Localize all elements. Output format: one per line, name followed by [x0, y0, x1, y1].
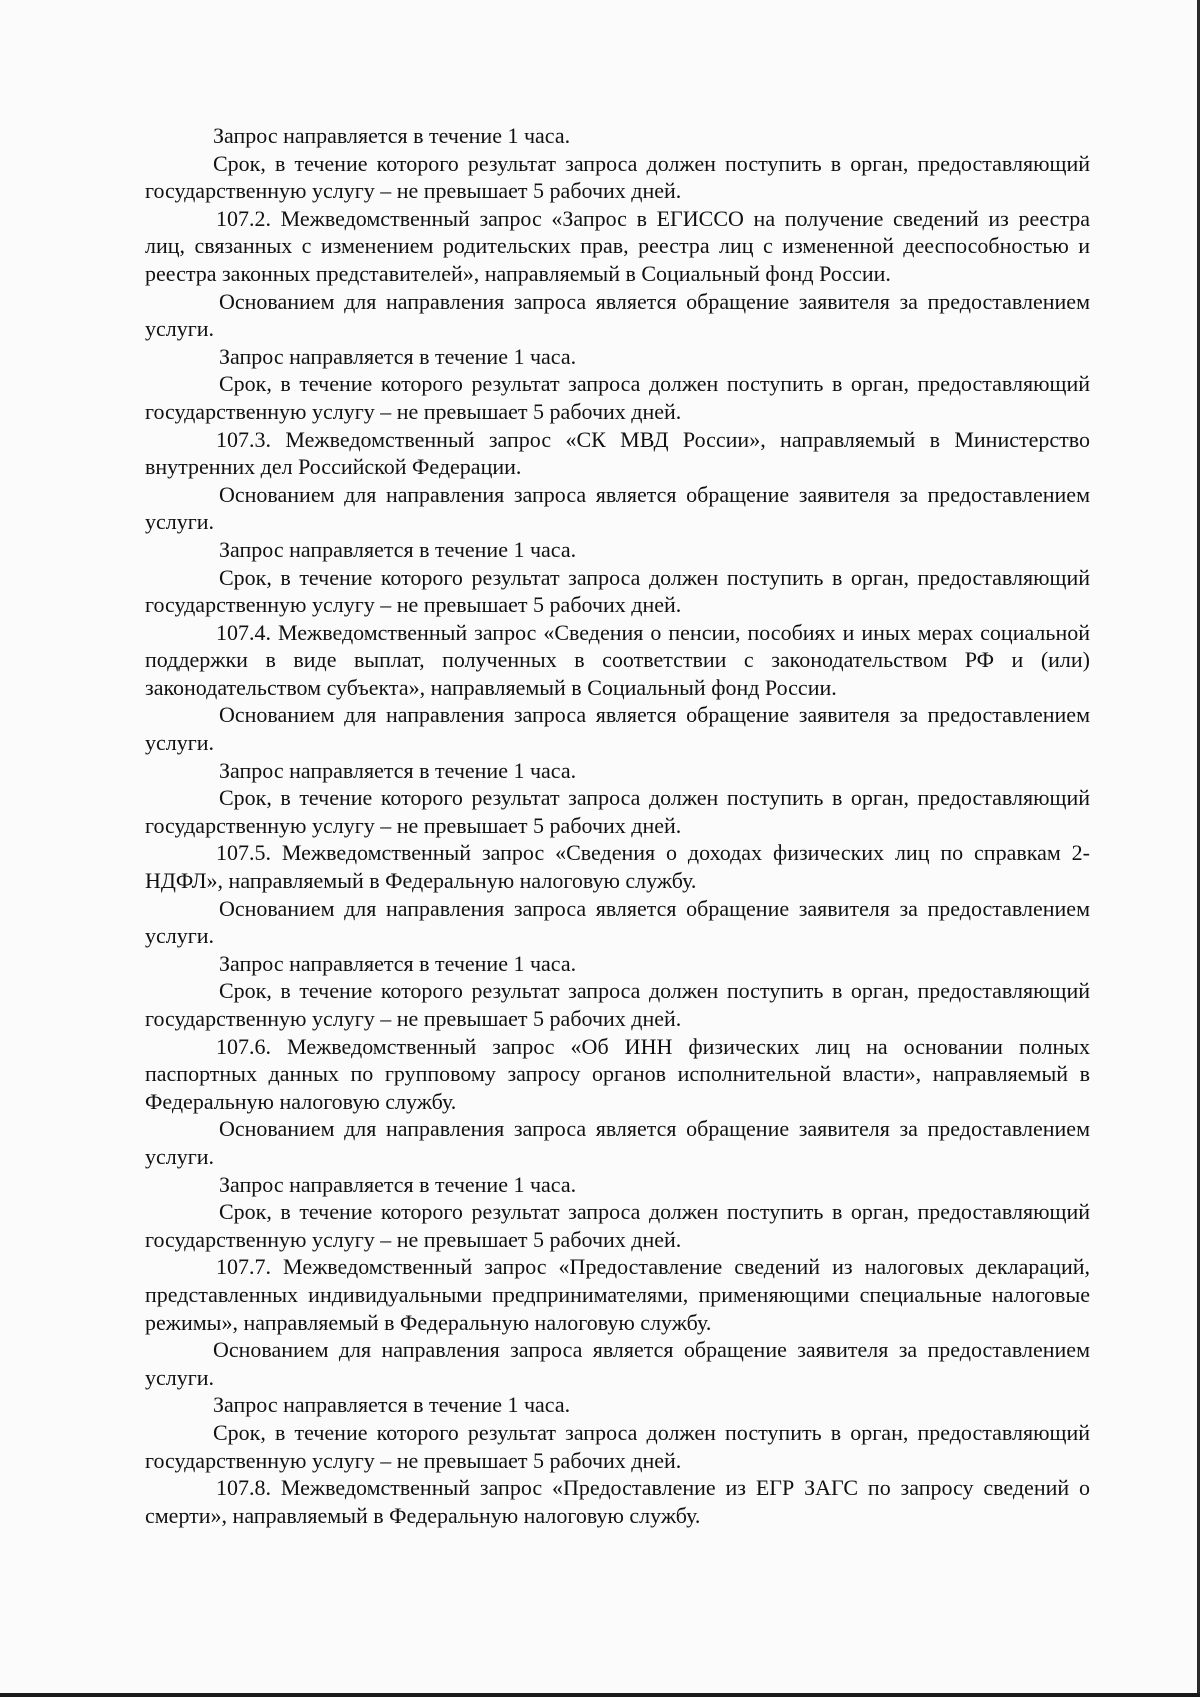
paragraph-basis: Основанием для направления запроса является обращение заявителя за предоставлением услуги.	[145, 702, 1090, 756]
paragraph-clause-107-3: 107.3. Межведомственный запрос «СК МВД России», направляемый в Министерство внутренних дел Российской Федерации.	[145, 426, 1090, 480]
paragraph-basis: Основанием для направления запроса является обращение заявителя за предоставлением услуги.	[145, 1116, 1090, 1169]
paragraph-basis: Основанием для направления запроса является обращение заявителя за предоставлением услуги.	[145, 481, 1090, 535]
paragraph-deadline: Срок, в течение которого результат запроса должен поступить в орган, предоставляющий государственную услугу – не превышает 5 рабочих дней.	[145, 371, 1090, 424]
paragraph-deadline: Срок, в течение которого результат запроса должен поступить в орган, предоставляющий государственную услугу – не превышает 5 рабочих дней.	[145, 1419, 1090, 1473]
paragraph-request-time: Запрос направляется в течение 1 часа.	[219, 757, 577, 783]
paragraph-deadline: Срок, в течение которого результат запроса должен поступить в орган, предоставляющий государственную услугу – не превышает 5 рабочих дней.	[145, 1199, 1090, 1252]
paragraph-basis: Основанием для направления запроса является обращение заявителя за предоставлением услуги.	[145, 288, 1090, 342]
document-body	[145, 122, 1090, 1529]
paragraph-basis: Основанием для направления запроса является обращение заявителя за предоставлением услуги.	[145, 1337, 1090, 1390]
paragraph-clause-107-2: 107.2. Межведомственный запрос «Запрос в ЕГИССО на получение сведений из реестра лиц, связанных с изменением родительских прав, реестра лиц с измененной дееспособностью и реестра законных представителей», направляемый в Социальный фонд России.	[145, 205, 1090, 286]
paragraph-deadline: Срок, в течение которого результат запроса должен поступить в орган, предоставляющий государственную услугу – не превышает 5 рабочих дней.	[145, 978, 1090, 1031]
paragraph-clause-107-8: 107.8. Межведомственный запрос «Предоставление из ЕГР ЗАГС по запросу сведений о смерти», направляемый в Федеральную налоговую службу.	[145, 1475, 1090, 1528]
paragraph-request-time: Запрос направляется в течение 1 часа.	[213, 1392, 571, 1418]
paragraph-request-time: Запрос направляется в течение 1 часа.	[219, 536, 577, 562]
paragraph-clause-107-7: 107.7. Межведомственный запрос «Предоставление сведений из налоговых деклараций, представленных индивидуальными предпринимателями, применяющими специальные налоговые режимы», направляемый в Федеральную налоговую службу.	[145, 1254, 1090, 1335]
paragraph-clause-107-5: 107.5. Межведомственный запрос «Сведения о доходах физических лиц по справкам 2-НДФЛ», направляемый в Федеральную налоговую службу.	[145, 840, 1090, 894]
scan-bottom-edge	[0, 1693, 1200, 1697]
paragraph-request-time: Запрос направляется в течение 1 часа.	[219, 950, 577, 976]
paragraph-deadline: Срок, в течение которого результат запроса должен поступить в орган, предоставляющий государственную услугу – не превышает 5 рабочих дней.	[145, 564, 1090, 618]
paragraph-request-time: Запрос направляется в течение 1 часа.	[219, 1171, 577, 1197]
paragraph-deadline: Срок, в течение которого результат запроса должен поступить в орган, предоставляющий государственную услугу – не превышает 5 рабочих дней.	[145, 150, 1090, 204]
paragraph-request-time: Запрос направляется в течение 1 часа.	[213, 123, 571, 148]
paragraph-request-time: Запрос направляется в течение 1 часа.	[219, 343, 577, 369]
paragraph-basis: Основанием для направления запроса является обращение заявителя за предоставлением услуги.	[145, 895, 1090, 949]
paragraph-clause-107-6: 107.6. Межведомственный запрос «Об ИНН физических лиц на основании полных паспортных данных по групповому запросу органов исполнительной власти», направляемый в Федеральную налоговую службу.	[145, 1033, 1090, 1114]
paragraph-deadline: Срок, в течение которого результат запроса должен поступить в орган, предоставляющий государственную услугу – не превышает 5 рабочих дней.	[145, 785, 1090, 838]
paragraph-clause-107-4: 107.4. Межведомственный запрос «Сведения о пенсии, пособиях и иных мерах социальной поддержки в виде выплат, полученных в соответствии с законодательством РФ и (или) законодательством субъекта», направляемый в Социальный фонд России.	[145, 619, 1090, 700]
